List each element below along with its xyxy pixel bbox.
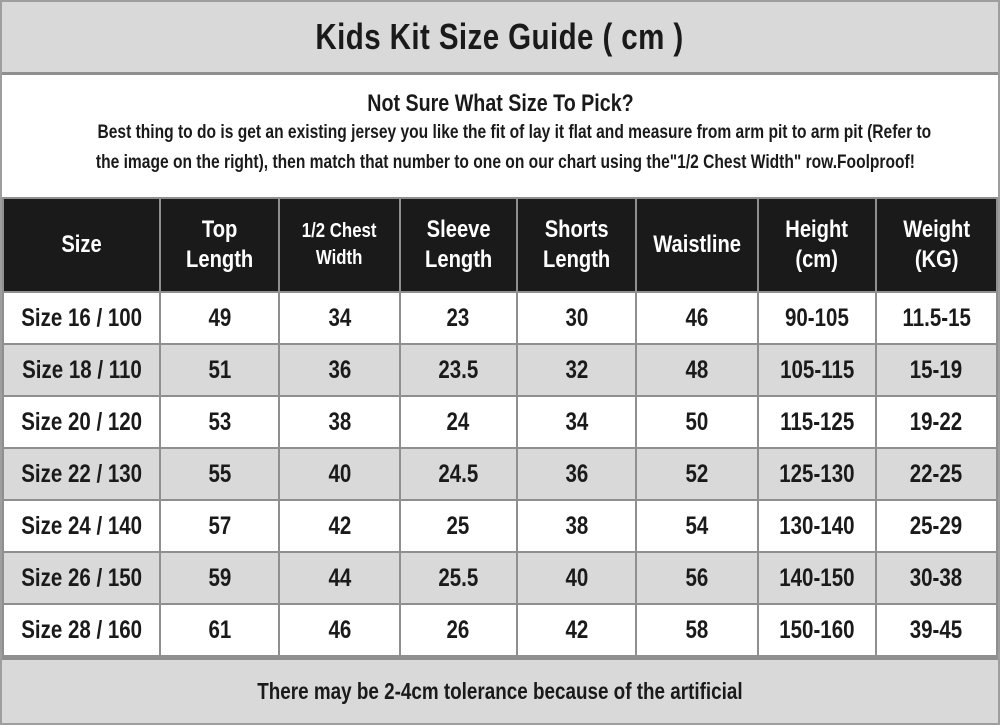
col-header-text: Shorts — [544, 216, 609, 243]
value-cell — [279, 344, 399, 396]
value-cell — [876, 448, 997, 500]
value-cell — [517, 396, 636, 448]
col-header-text: (cm) — [795, 246, 839, 273]
cell-text: 50 — [685, 407, 709, 436]
cell-text: 55 — [208, 459, 232, 488]
intro-heading-text: Not Sure What Size To Pick? — [366, 90, 634, 117]
size-cell — [3, 500, 160, 552]
cell-text: 150-160 — [779, 615, 855, 644]
value-cell — [876, 344, 997, 396]
cell-text: 40 — [328, 459, 351, 488]
col-header-text: Width — [316, 247, 363, 269]
table-header-row — [3, 198, 997, 292]
value-cell — [279, 292, 399, 344]
value-cell — [636, 396, 758, 448]
cell-text: Size 16 / 100 — [21, 303, 142, 332]
cell-text: 25 — [446, 511, 470, 540]
value-cell — [876, 292, 997, 344]
table-row — [3, 344, 997, 396]
cell-text: 26 — [446, 615, 470, 644]
cell-text: Size 22 / 130 — [21, 459, 142, 488]
col-header-text: Top — [201, 216, 238, 243]
size-cell — [3, 552, 160, 604]
col-header-text: Sleeve — [426, 216, 491, 243]
intro-line1-text: Best thing to do is get an existing jersey you like the fit of lay it flat and measure from arm pit to arm pit (Refer to — [97, 122, 932, 143]
cell-text: 58 — [685, 615, 709, 644]
value-cell — [160, 396, 279, 448]
table-row — [3, 552, 997, 604]
value-cell — [636, 604, 758, 656]
col-header-weight — [876, 198, 997, 292]
cell-text: 32 — [565, 355, 588, 384]
cell-text: 30 — [565, 303, 588, 332]
value-cell — [517, 344, 636, 396]
cell-text: 39-45 — [910, 615, 963, 644]
col-header-text: Length — [186, 246, 254, 273]
cell-text: 48 — [685, 355, 709, 384]
cell-text: 24 — [446, 407, 470, 436]
value-cell — [758, 500, 875, 552]
cell-text: 34 — [328, 303, 351, 332]
cell-text: 22-25 — [910, 459, 963, 488]
table-row — [3, 396, 997, 448]
value-cell — [400, 396, 517, 448]
cell-text: 44 — [328, 563, 351, 592]
value-cell — [517, 604, 636, 656]
cell-text: Size 26 / 150 — [21, 563, 142, 592]
cell-text: 57 — [208, 511, 232, 540]
cell-text: 38 — [328, 407, 351, 436]
col-header-text: Size — [61, 231, 102, 258]
cell-text: 46 — [328, 615, 351, 644]
value-cell — [160, 604, 279, 656]
cell-text: Size 28 / 160 — [21, 615, 142, 644]
cell-text: 90-105 — [785, 303, 849, 332]
value-cell — [517, 448, 636, 500]
value-cell — [400, 344, 517, 396]
intro-line2-text: the image on the right), then match that number to one on our chart using the"1/2 Chest Width" row.Foolproof! — [95, 152, 915, 173]
cell-text: 25.5 — [438, 563, 479, 592]
col-header-height — [758, 198, 875, 292]
cell-text: 23.5 — [438, 355, 479, 384]
value-cell — [758, 344, 875, 396]
cell-text: 40 — [565, 563, 588, 592]
value-cell — [400, 552, 517, 604]
size-cell — [3, 344, 160, 396]
col-header-sleeve-length — [400, 198, 517, 292]
col-header-text: Waistline — [653, 231, 742, 258]
size-cell — [3, 448, 160, 500]
cell-text: 24.5 — [438, 459, 479, 488]
cell-text: 38 — [565, 511, 588, 540]
value-cell — [400, 292, 517, 344]
footer-bar — [2, 657, 998, 723]
value-cell — [876, 604, 997, 656]
value-cell — [758, 396, 875, 448]
table-row — [3, 500, 997, 552]
col-header-text: 1/2 Chest — [302, 220, 377, 242]
value-cell — [279, 396, 399, 448]
table-row — [3, 292, 997, 344]
cell-text: 15-19 — [910, 355, 963, 384]
page-title: Kids Kit Size Guide ( cm ) — [315, 16, 685, 57]
intro-heading — [6, 90, 994, 118]
table-body — [3, 292, 997, 656]
size-table — [2, 197, 998, 657]
cell-text: 115-125 — [779, 407, 855, 436]
col-header-top-length — [160, 198, 279, 292]
value-cell — [636, 448, 758, 500]
cell-text: 125-130 — [779, 459, 855, 488]
cell-text: 54 — [685, 511, 709, 540]
cell-text: 105-115 — [779, 355, 855, 384]
cell-text: 19-22 — [910, 407, 963, 436]
value-cell — [160, 292, 279, 344]
value-cell — [636, 292, 758, 344]
table-row — [3, 604, 997, 656]
value-cell — [876, 552, 997, 604]
value-cell — [758, 292, 875, 344]
value-cell — [758, 448, 875, 500]
cell-text: 34 — [565, 407, 588, 436]
col-header-shorts-length — [517, 198, 636, 292]
value-cell — [517, 552, 636, 604]
value-cell — [279, 604, 399, 656]
cell-text: 53 — [208, 407, 232, 436]
cell-text: 56 — [685, 563, 709, 592]
value-cell — [279, 552, 399, 604]
value-cell — [517, 292, 636, 344]
cell-text: 52 — [685, 459, 709, 488]
cell-text: 25-29 — [910, 511, 963, 540]
cell-text: 61 — [208, 615, 232, 644]
value-cell — [758, 604, 875, 656]
intro-section — [2, 75, 998, 197]
col-header-waistline — [636, 198, 758, 292]
value-cell — [400, 448, 517, 500]
value-cell — [160, 552, 279, 604]
value-cell — [400, 604, 517, 656]
intro-text-line — [6, 148, 994, 178]
value-cell — [517, 500, 636, 552]
cell-text: 51 — [208, 355, 232, 384]
cell-text: 59 — [208, 563, 232, 592]
cell-text: Size 20 / 120 — [21, 407, 142, 436]
value-cell — [876, 500, 997, 552]
intro-text-line — [6, 118, 994, 148]
cell-text: Size 18 / 110 — [21, 355, 142, 384]
table-header — [3, 198, 997, 292]
value-cell — [876, 396, 997, 448]
cell-text: 42 — [565, 615, 588, 644]
col-header-text: (KG) — [914, 246, 959, 273]
col-header-text: Length — [424, 246, 492, 273]
cell-text: 140-150 — [779, 563, 855, 592]
value-cell — [160, 448, 279, 500]
col-header-chest-width — [279, 198, 399, 292]
tolerance-note: There may be 2-4cm tolerance because of the artificial — [257, 678, 743, 704]
col-header-size — [3, 198, 160, 292]
value-cell — [160, 344, 279, 396]
table-row — [3, 448, 997, 500]
value-cell — [160, 500, 279, 552]
size-cell — [3, 292, 160, 344]
value-cell — [400, 500, 517, 552]
title-bar — [2, 2, 998, 75]
col-header-text: Weight — [902, 216, 970, 243]
size-cell — [3, 396, 160, 448]
value-cell — [279, 500, 399, 552]
cell-text: Size 24 / 140 — [21, 511, 142, 540]
cell-text: 36 — [328, 355, 351, 384]
col-header-text: Height — [785, 216, 849, 243]
col-header-text: Length — [542, 246, 611, 273]
cell-text: 42 — [328, 511, 351, 540]
value-cell — [636, 552, 758, 604]
cell-text: 46 — [685, 303, 709, 332]
cell-text: 49 — [208, 303, 232, 332]
size-cell — [3, 604, 160, 656]
cell-text: 11.5-15 — [902, 303, 971, 332]
cell-text: 36 — [565, 459, 588, 488]
cell-text: 130-140 — [779, 511, 855, 540]
value-cell — [636, 344, 758, 396]
value-cell — [279, 448, 399, 500]
cell-text: 23 — [446, 303, 470, 332]
cell-text: 30-38 — [910, 563, 963, 592]
value-cell — [636, 500, 758, 552]
value-cell — [758, 552, 875, 604]
